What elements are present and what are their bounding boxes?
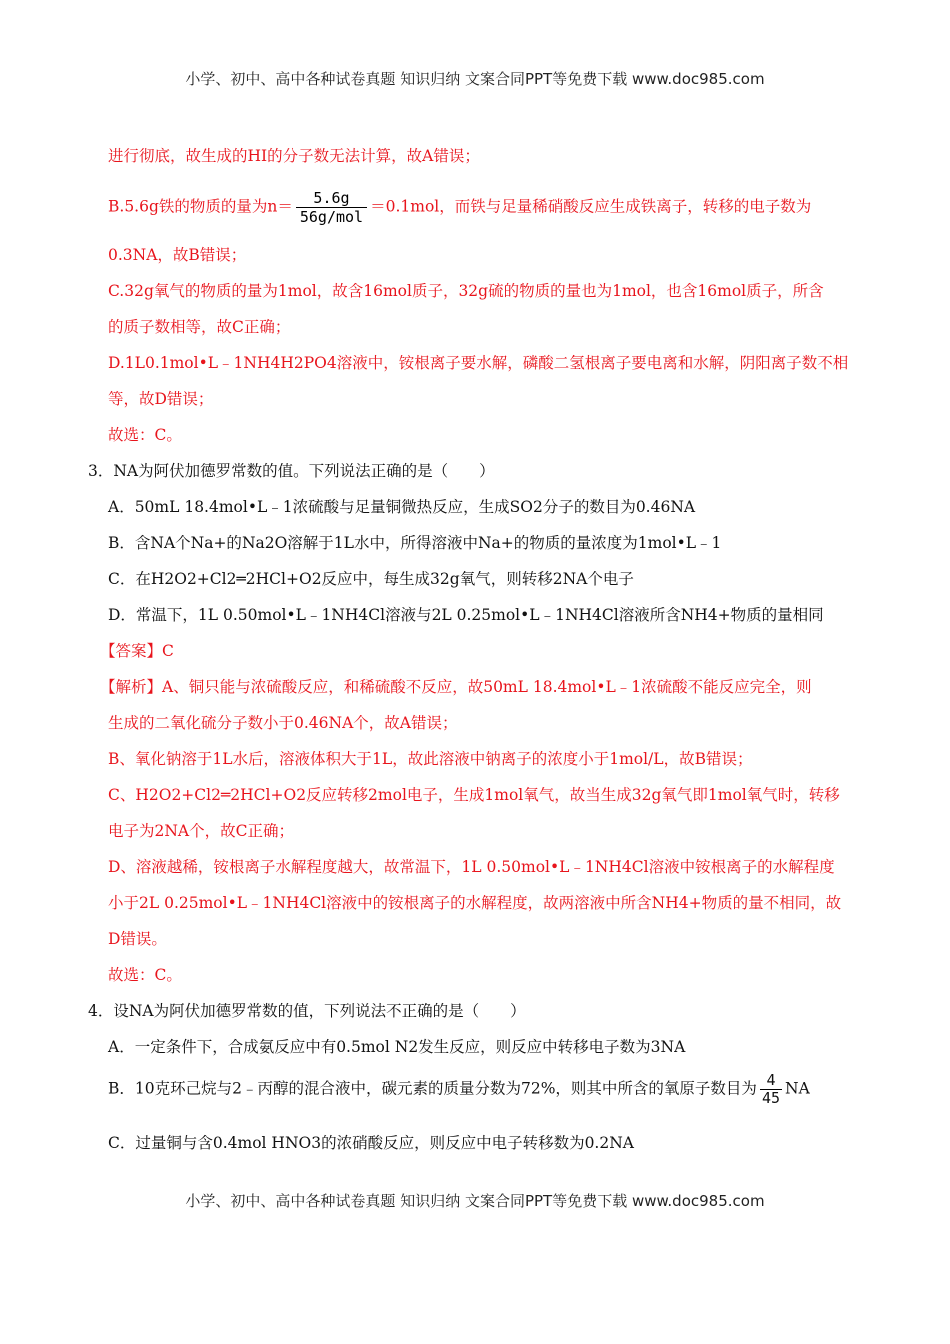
answer-value: C [162,642,174,660]
q4-option-b [108,1072,810,1107]
q3-answer-choice: 故选：C。 [108,966,182,984]
q4-option-a: A．一定条件下，合成氨反应中有0.5mol N2发生反应，则反应中转移电子数为3NA [108,1038,686,1056]
q3-analysis-line-1 [100,676,812,698]
q2-explanation-line-3: 0.3NA，故B错误； [108,246,247,264]
analysis-text: A、铜只能与浓硫酸反应，和稀硫酸不反应，故50mL 18.4mol•L﹣1浓硫酸不能反应完全，则 [162,678,812,696]
fraction-denominator: 56g/mol [296,207,367,226]
q3-analysis-line-3: B、氧化钠溶于1L水后，溶液体积大于1L，故此溶液中钠离子的浓度小于1mol/L，故B错误； [108,750,753,768]
fraction-4-over-45 [760,1072,782,1107]
q2-explanation-line-4: C.32g氧气的物质的量为1mol，故含16mol质子，32g硫的物质的量也为1mol，也含16mol质子，所含 [108,282,824,300]
q2-explanation-line-1: 进行彻底，故生成的HI的分子数无法计算，故A错误； [108,147,480,165]
q3-analysis-line-6: D、溶液越稀，铵根离子水解程度越大，故常温下，1L 0.50mol•L﹣1NH4Cl溶液中铵根离子的水解程度 [108,858,835,876]
q2-explanation-line-7: 等，故D错误； [108,390,214,408]
q4-b-text: B．10克环己烷与2﹣丙醇的混合液中，碳元素的质量分数为72%，则其中所含的氧原子数目为 [108,1079,757,1098]
q3-analysis-line-7: 小于2L 0.25mol•L﹣1NH4Cl溶液中的铵根离子的水解程度，故两溶液中所含NH4+物质的量不相同，故 [108,894,842,912]
fraction-5.6g-over-56g-mol [296,189,367,226]
q3-analysis-line-5: 电子为2NA个，故C正确； [108,822,294,840]
q4-stem: 4．设NA为阿伏加德罗常数的值，下列说法不正确的是（ ） [88,1002,526,1020]
fraction-numerator: 4 [766,1071,776,1089]
q2-b-text-end: ＝0.1mol，而铁与足量稀硝酸反应生成铁离子，转移的电子数为 [370,197,812,216]
fraction-denominator: 45 [761,1089,780,1107]
answer-label: 【答案】 [100,642,163,660]
q2-b-text-start: B.5.6g铁的物质的量为n＝ [108,197,293,216]
q3-option-d: D．常温下，1L 0.50mol•L﹣1NH4Cl溶液与2L 0.25mol•L﹣1NH4Cl溶液所含NH4+物质的量相同 [108,606,824,624]
q3-stem: 3．NA为阿伏加德罗常数的值。下列说法正确的是（ ） [88,462,495,480]
q3-option-a: A．50mL 18.4mol•L﹣1浓硫酸与足量铜微热反应，生成SO2分子的数目为0.46NA [108,498,696,516]
q2-explanation-line-2 [108,189,811,226]
q3-analysis-line-2: 生成的二氧化硫分子数小于0.46NA个，故A错误； [108,714,458,732]
page-header: 小学、初中、高中各种试卷真题 知识归纳 文案合同PPT等免费下载 www.doc985.com [185,70,765,88]
analysis-label: 【解析】 [100,678,163,696]
q3-option-b: B．含NA个Na+的Na2O溶解于1L水中，所得溶液中Na+的物质的量浓度为1mol•L﹣1 [108,534,722,552]
q3-analysis-line-8: D错误。 [108,930,167,948]
page-footer: 小学、初中、高中各种试卷真题 知识归纳 文案合同PPT等免费下载 www.doc985.com [185,1192,765,1210]
q4-option-c: C．过量铜与含0.4mol HNO3的浓硝酸反应，则反应中电子转移数为0.2NA [108,1134,634,1152]
q2-explanation-line-5: 的质子数相等，故C正确； [108,318,291,336]
q2-explanation-line-6: D.1L0.1mol•L﹣1NH4H2PO4溶液中，铵根离子要水解，磷酸二氢根离子要电离和水解，阴阳离子数不相 [108,354,849,372]
q3-analysis-line-4: C、H2O2+Cl2═2HCl+O2反应转移2mol电子，生成1mol氧气，故当生成32g氧气即1mol氧气时，转移 [108,786,840,804]
fraction-numerator: 5.6g [313,189,350,207]
q3-answer [100,640,174,662]
q2-answer-choice: 故选：C。 [108,426,182,444]
q4-b-suffix: NA [785,1079,810,1098]
q3-option-c: C．在H2O2+Cl2═2HCl+O2反应中，每生成32g氧气，则转移2NA个电子 [108,570,634,588]
